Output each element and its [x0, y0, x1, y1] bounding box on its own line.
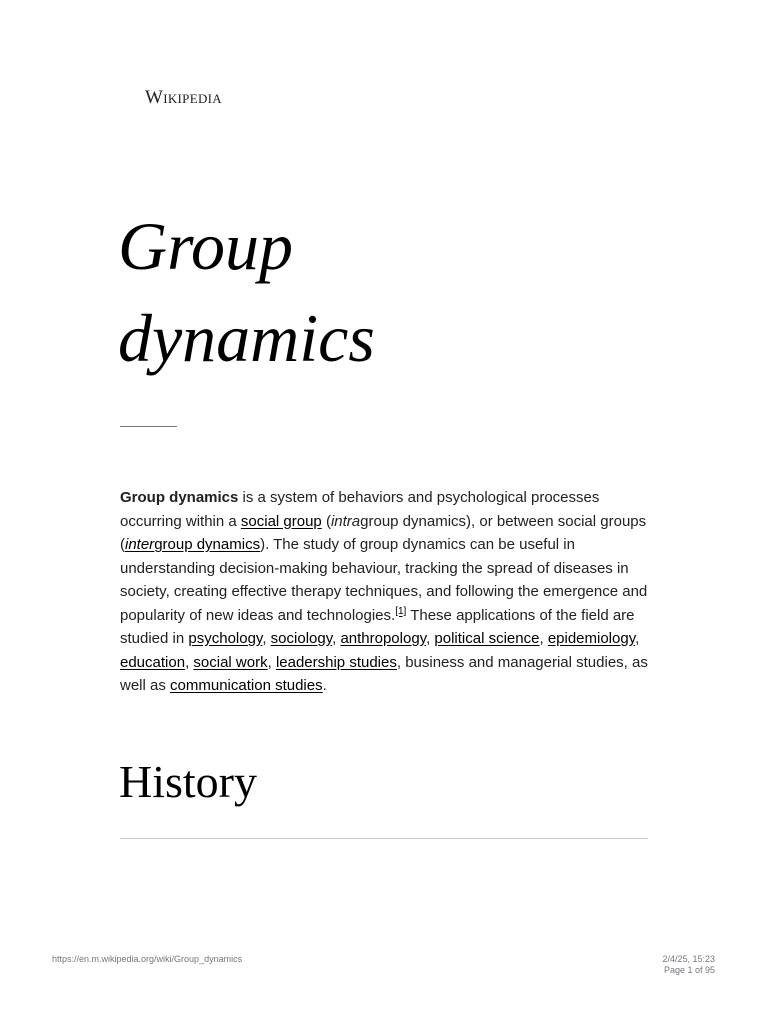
lead-separator: ,: [262, 630, 271, 647]
link-political-science[interactable]: political science: [434, 630, 540, 647]
link-communication-studies[interactable]: communication studies: [170, 677, 323, 694]
section-heading-history[interactable]: History: [119, 756, 257, 807]
section-divider: [120, 838, 648, 839]
link-social-work[interactable]: social work: [193, 653, 268, 671]
lead-text: ). The study of group dynamics can be useful in understanding decision-making behaviour, tracking the spread of diseases in society, creating effective therapy techniques, and following the emergence and popularity of new ideas and technologies.: [120, 536, 648, 624]
footer-url: https://en.m.wikipedia.org/wiki/Group_dynamics: [52, 954, 243, 964]
link-sociology[interactable]: sociology: [270, 630, 333, 647]
lead-separator: ,: [332, 630, 341, 647]
footer-meta: [662, 954, 715, 976]
link-education[interactable]: education: [120, 653, 186, 671]
lead-separator: ,: [267, 653, 276, 671]
link-intergroup-rest: group dynamics: [154, 536, 261, 553]
lead-text: These applications of the field are studied in: [120, 606, 635, 647]
page-title-line1: Group: [118, 208, 294, 284]
lead-text: group dynamics), or between social groups (: [120, 512, 647, 553]
lead-separator: ,: [185, 653, 194, 671]
page-title-line2: dynamics: [118, 300, 375, 376]
lead-paragraph: [120, 486, 650, 698]
wikipedia-logo[interactable]: Wikipedia: [145, 87, 222, 108]
lead-separator: ,: [539, 630, 548, 647]
lead-text: .: [322, 677, 327, 694]
lead-text: (: [321, 512, 331, 530]
link-intergroup-italic: inter: [125, 536, 155, 553]
link-leadership-studies[interactable]: leadership studies: [275, 653, 397, 671]
link-psychology[interactable]: psychology: [188, 630, 263, 647]
page-title: [118, 200, 658, 384]
reference-1[interactable]: [1]: [395, 605, 407, 617]
link-anthropology[interactable]: anthropology: [340, 630, 427, 647]
link-social-group[interactable]: social group: [240, 512, 322, 530]
lead-text: is a system of behaviors and psychological processes occurring within a: [120, 489, 600, 530]
footer-page-number: Page 1 of 95: [663, 965, 715, 975]
title-divider: [120, 426, 177, 427]
link-epidemiology[interactable]: epidemiology: [547, 630, 636, 647]
lead-separator: ,: [426, 630, 435, 647]
lead-separator: ,: [635, 630, 640, 647]
lead-bold-term: Group dynamics: [120, 489, 239, 506]
footer-datetime: 2/4/25, 15:23: [662, 954, 715, 964]
link-intergroup-dynamics[interactable]: [125, 536, 260, 553]
lead-italic-intra: intra: [330, 512, 361, 530]
lead-text: , business and managerial studies, as well as: [120, 653, 648, 694]
